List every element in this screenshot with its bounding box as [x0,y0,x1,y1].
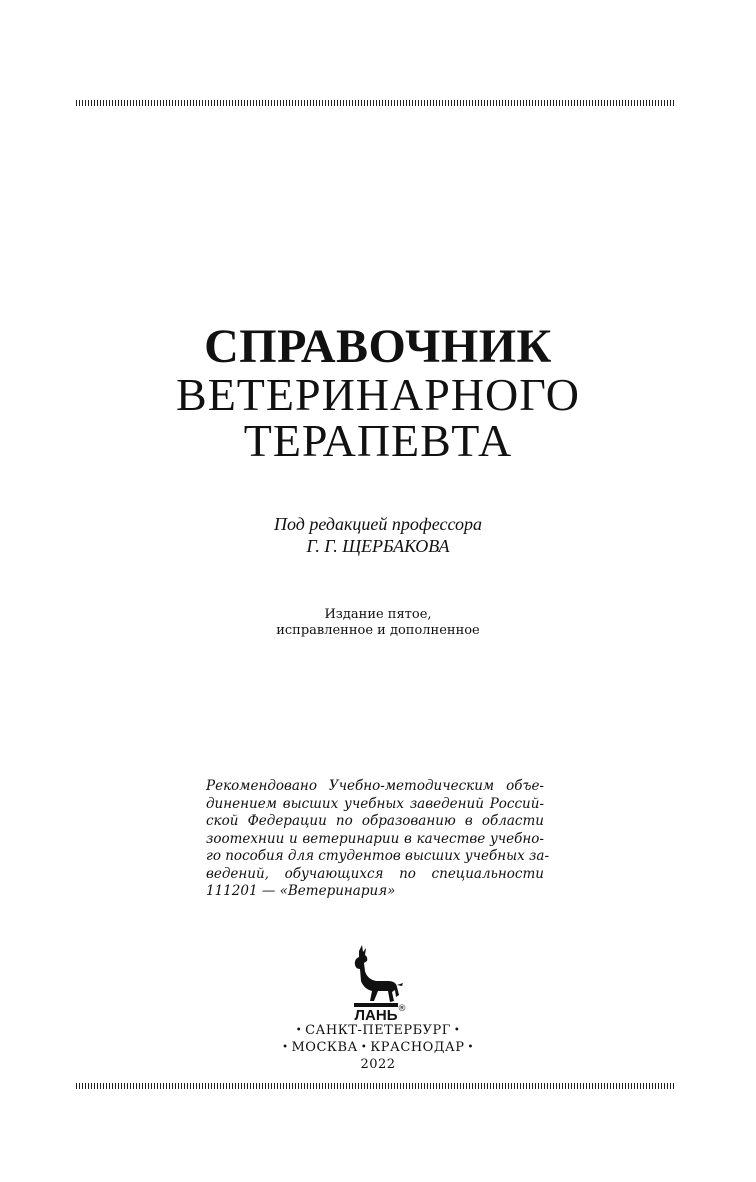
publisher-imprint [0,1022,756,1073]
edition-line-2: исправленное и дополненное [276,623,480,638]
recommendation-text [206,778,550,901]
book-title [0,322,756,464]
separator-dot: • [360,1042,368,1053]
recommendation-line: ской Федерации по образованию в области [206,813,544,829]
recommendation-line: зоотехнии и ветеринарии в качестве учебно- [206,830,544,847]
imprint-line-1 [0,1022,756,1039]
city-moscow: МОСКВА [291,1040,358,1055]
title-line-2: ВЕТЕРИНАРНОГО [176,369,580,420]
registered-mark: ® [397,1004,407,1014]
recommendation-line: 111201 — «Ветеринария» [206,883,396,899]
imprint-line-2 [0,1039,756,1056]
recommendation-line: ведений, обучающихся по специальности [206,865,544,882]
recommendation-line: Рекомендовано Учебно-методическим объе- [206,778,544,794]
separator-dot: • [295,1025,303,1036]
logo-wordmark: ЛАНЬ [354,1007,398,1024]
editor-credit [0,513,756,557]
separator-dot: • [453,1025,461,1036]
separator-dot: • [282,1042,289,1053]
bottom-decorative-rule [76,1083,676,1089]
title-line-3: ТЕРАПЕВТА [243,415,513,466]
edition-note [0,607,756,639]
publisher-logo [350,945,410,1025]
city-saint-petersburg: САНКТ-ПЕТЕРБУРГ [305,1023,451,1038]
city-krasnodar: КРАСНОДАР [370,1040,465,1055]
recommendation-line: динением высших учебных заведений Россий- [206,795,544,812]
editor-line-1: Под редакцией профессора [274,514,482,534]
publication-year: 2022 [360,1057,396,1072]
deer-icon [350,945,410,1025]
top-decorative-rule [76,100,676,106]
separator-dot: • [467,1042,474,1053]
title-line-1: СПРАВОЧНИК [204,320,552,373]
recommendation-line: го пособия для студентов высших учебных за- [206,848,550,864]
edition-line-1: Издание пятое, [324,607,432,622]
editor-line-2: Г. Г. ЩЕРБАКОВА [306,536,450,556]
